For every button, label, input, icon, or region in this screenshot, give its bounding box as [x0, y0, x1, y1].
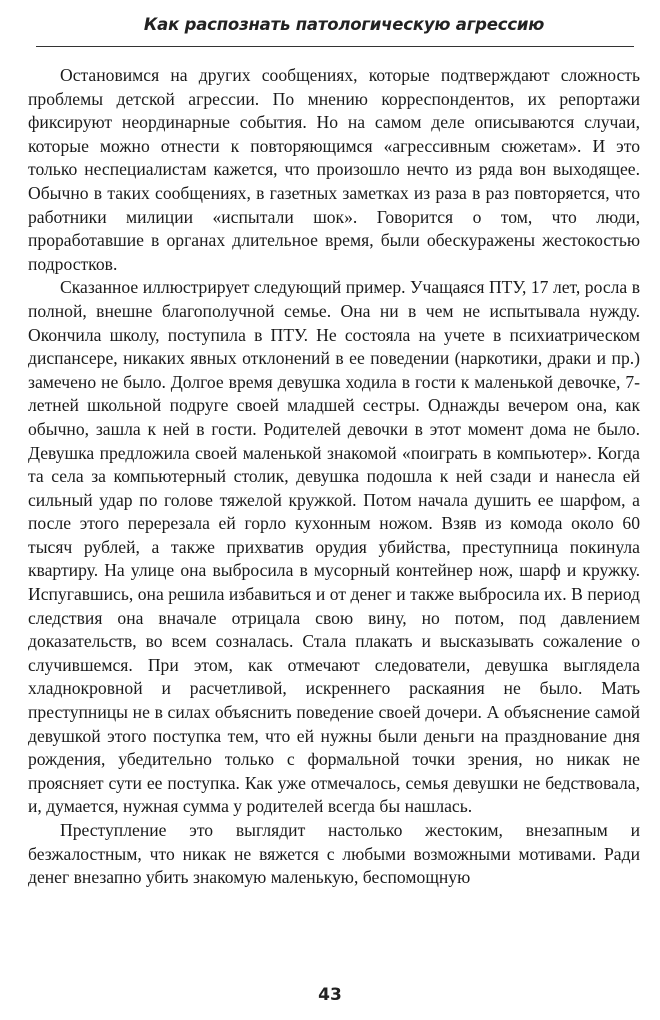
- paragraph: Остановимся на других сообщениях, которые подтверждают сложность проблемы детской агрессии. По мнению корреспондентов, их репортажи фиксируют неординарные события. Но на самом деле описываются случаи, которые можно отнести к повторяющимся «агрессивным сюжетам». И это только неспециалистам кажется, что произошло нечто из ряда вон выходящее. Обычно в таких сообщениях, в газетных заметках из раза в раз повторяется, что работники милиции «испытали шок». Говорится о том, что люди, проработавшие в органах длительное время, были обескуражены жестокостью подростков.: [28, 65, 640, 274]
- page-number: 43: [318, 985, 342, 1005]
- header-rule: [36, 46, 634, 47]
- paragraph: Сказанное иллюстрирует следующий пример. Учащаяся ПТУ, 17 лет, росла в полной, внешне благополучной семье. Она ни в чем не испытывала нужду. Окончила школу, поступила в ПТУ. Не состояла на учете в психиатрическом диспансере, никаких явных отклонений в ее поведении (наркотики, драки и пр.) замечено не было. Долгое время девушка ходила в гости к маленькой девочке, 7-летней школьной подруге своей младшей сестры. Однажды вечером она, как обычно, зашла к ней в гости. Родителей девочки в этот момент дома не было. Девушка предложила своей маленькой знакомой «поиграть в компьютер». Когда та села за компьютерный столик, девушка подошла к ней сзади и нанесла ей сильный удар по голове тяжелой кружкой. Потом начала душить ее шарфом, а после этого перерезала ей горло кухонным ножом. Взяв из комода около 60 тысяч рублей, а также прихватив орудия убийства, преступница покинула квартиру. На улице она выбросила в мусорный контейнер нож, шарф и кружку. Испугавшись, она решила избавиться и от денег и также выбросила их. В период следствия она вначале отрицала свою вину, но потом, под давлением доказательств, во всем созналась. Стала плакать и высказывать сожаление о случившемся. При этом, как отмечают следователи, девушка выглядела хладнокровной и расчетливой, искреннего раскаяния не было. Мать преступницы не в силах объяснить поведение своей дочери. А объяснение самой девушкой этого поступка тем, что ей нужны были деньги на празднование дня рождения, убедительно только с формальной точки зрения, но никак не проясняет сути ее поступка. Как уже отмечалось, семья девушки не бедствовала, и, думается, нужная сумма у родителей всегда бы нашлась.: [28, 277, 640, 817]
- body-text: [28, 64, 640, 890]
- running-title: Как распознать патологическую агрессию: [143, 15, 545, 34]
- paragraph: Преступление это выглядит настолько жестоким, внезапным и безжалостным, что никак не вяжется с любыми возможными мотивами. Ради денег внезапно убить знакомую маленькую, беспомощную: [28, 820, 640, 888]
